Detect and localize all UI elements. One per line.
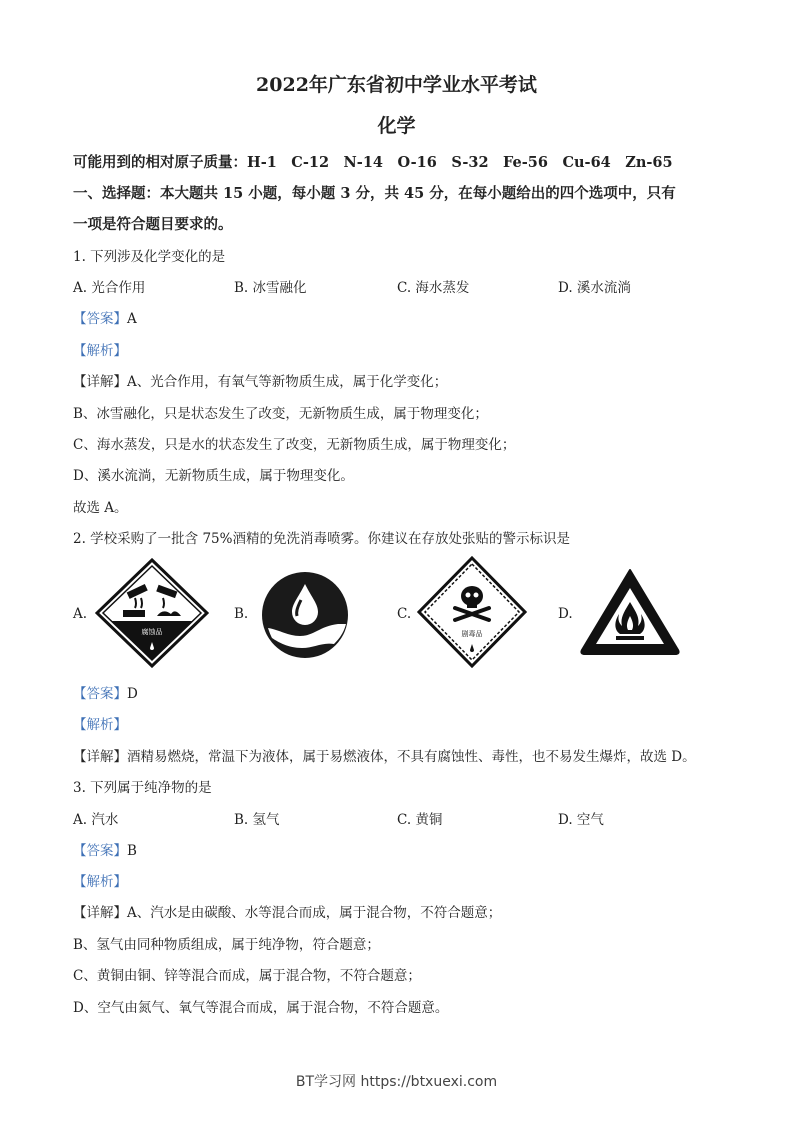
q2-option-a-label: A. bbox=[73, 606, 88, 622]
q1-answer-row bbox=[73, 307, 137, 327]
q1-conclusion: 故选 A。 bbox=[73, 500, 128, 516]
q3-option-a: A. 汽水 bbox=[73, 812, 119, 828]
q1-detail-d: D、溪水流淌，无新物质生成，属于物理变化。 bbox=[73, 468, 354, 484]
q3-answer-row bbox=[73, 839, 137, 859]
page-title: 2022年广东省初中学业水平考试 bbox=[256, 74, 537, 96]
section-heading-line2: 一项是符合题目要求的。 bbox=[73, 216, 233, 233]
toxic-sign-icon bbox=[417, 556, 527, 668]
q3-detail-c: C、黄铜由铜、锌等混合而成，属于混合物，不符合题意； bbox=[73, 968, 421, 984]
q1-detail-b: B、冰雪融化，只是状态发生了改变，无新物质生成，属于物理变化； bbox=[73, 406, 488, 422]
q3-detail-a: A、汽水是由碳酸、水等混合而成，属于混合物，不符合题意； bbox=[127, 905, 502, 921]
q1-detail-c: C、海水蒸发，只是水的状态发生了改变，无新物质生成，属于物理变化； bbox=[73, 437, 516, 453]
q2-analysis-tag: 【解析】 bbox=[73, 717, 127, 733]
q1-option-a: A. 光合作用 bbox=[73, 280, 146, 296]
q2-option-c-label: C. bbox=[397, 606, 412, 622]
q3-option-c: C. 黄铜 bbox=[397, 812, 443, 828]
q1-detail-row bbox=[73, 370, 447, 390]
q1-stem: 1. 下列涉及化学变化的是 bbox=[73, 249, 226, 265]
footer-watermark[interactable]: BT学习网 https://btxuexi.com bbox=[295, 1074, 498, 1090]
section-heading-line1: 一、选择题：本大题共 15 小题，每小题 3 分，共 45 分，在每小题给出的四个选项中，只有 bbox=[73, 185, 676, 202]
q3-option-d: D. 空气 bbox=[558, 812, 604, 828]
subject-title: 化学 bbox=[377, 115, 416, 137]
answer-tag: 【答案】 bbox=[73, 843, 127, 859]
detail-tag: 【详解】 bbox=[73, 374, 127, 390]
detail-tag: 【详解】 bbox=[73, 749, 127, 765]
q2-option-b-label: B. bbox=[234, 606, 249, 622]
q1-option-b: B. 冰雪融化 bbox=[234, 280, 307, 296]
q2-detail-row bbox=[73, 745, 696, 765]
answer-tag: 【答案】 bbox=[73, 311, 127, 327]
water-saving-sign-icon bbox=[260, 570, 350, 660]
corrosive-sign-text: 腐蚀品 bbox=[141, 628, 163, 636]
q3-stem: 3. 下列属于纯净物的是 bbox=[73, 780, 212, 796]
q1-analysis-tag: 【解析】 bbox=[73, 343, 127, 359]
answer-tag: 【答案】 bbox=[73, 686, 127, 702]
q1-detail-a: A、光合作用，有氧气等新物质生成，属于化学变化； bbox=[127, 374, 448, 390]
q2-answer: D bbox=[127, 686, 138, 702]
q2-stem: 2. 学校采购了一批含 75%酒精的免洗消毒喷雾。你建议在存放处张贴的警示标识是 bbox=[73, 531, 570, 547]
q2-detail: 酒精易燃烧，常温下为液体，属于易燃液体，不具有腐蚀性、毒性，也不易发生爆炸，故选 D。 bbox=[127, 749, 696, 765]
q2-answer-row bbox=[73, 682, 138, 702]
toxic-sign-text: 剧毒品 bbox=[461, 630, 483, 638]
detail-tag: 【详解】 bbox=[73, 905, 127, 921]
q3-analysis-tag: 【解析】 bbox=[73, 874, 127, 890]
q3-detail-b: B、氢气由同种物质组成，属于纯净物，符合题意； bbox=[73, 937, 380, 953]
atomic-masses: 可能用到的相对原子质量：H-1 C-12 N-14 O-16 S-32 Fe-56 Cu-64 Zn-65 bbox=[73, 154, 673, 171]
q2-option-d-label: D. bbox=[558, 606, 573, 622]
q3-option-b: B. 氢气 bbox=[234, 812, 280, 828]
q1-option-c: C. 海水蒸发 bbox=[397, 280, 470, 296]
q1-answer: A bbox=[127, 311, 137, 327]
flammable-sign-icon bbox=[578, 566, 682, 656]
q3-answer: B bbox=[127, 843, 137, 859]
q3-detail-d: D、空气由氮气、氧气等混合而成，属于混合物，不符合题意。 bbox=[73, 1000, 449, 1016]
q1-option-d: D. 溪水流淌 bbox=[558, 280, 631, 296]
corrosive-sign-icon bbox=[95, 558, 209, 668]
q3-detail-row bbox=[73, 901, 501, 921]
